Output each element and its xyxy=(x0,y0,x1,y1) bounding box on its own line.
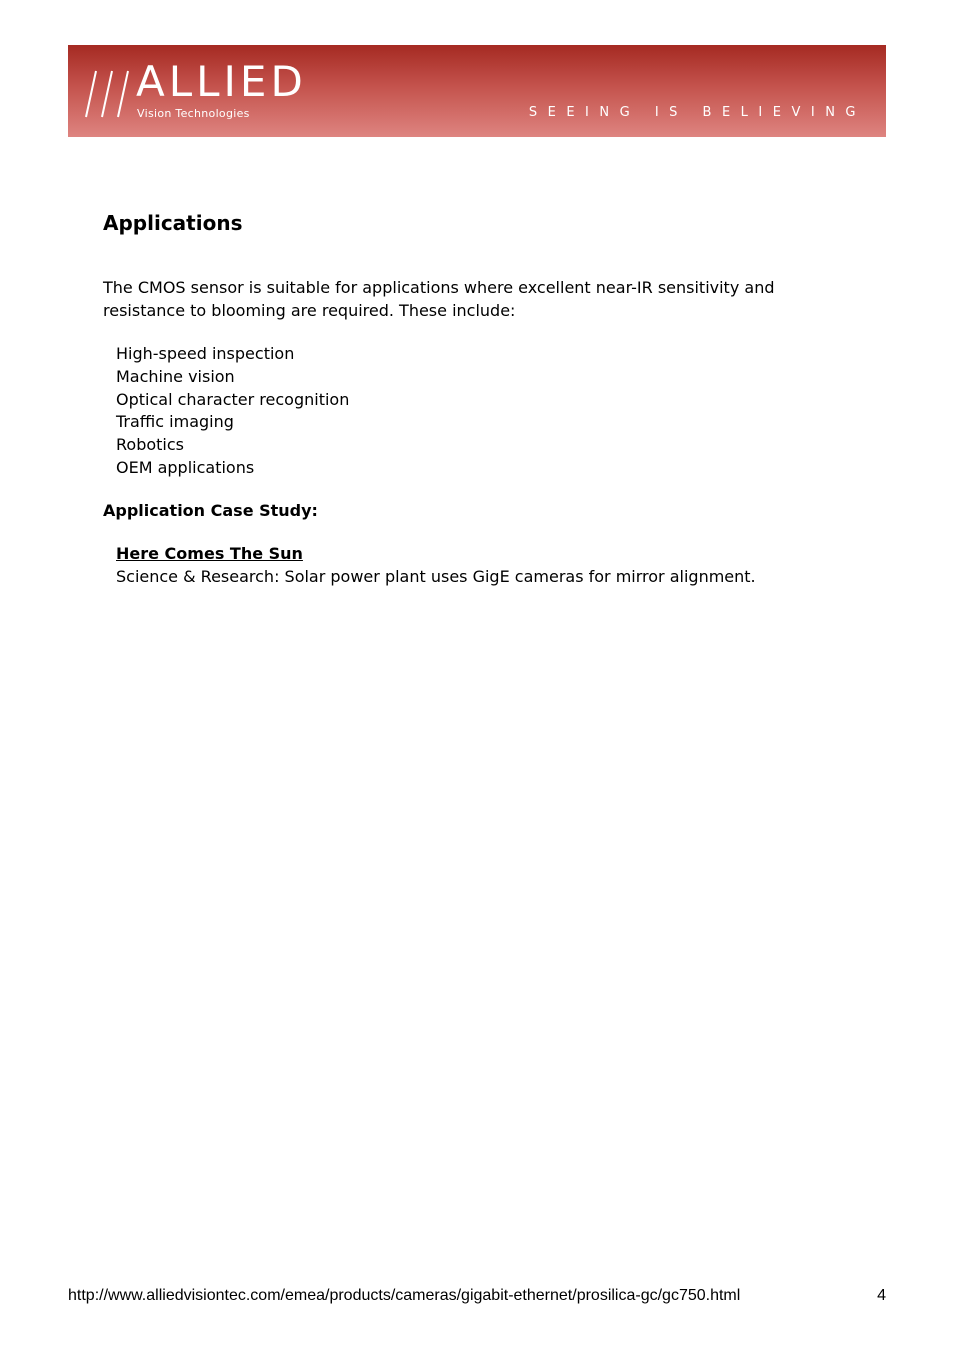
case-study-link[interactable]: Here Comes The Sun xyxy=(116,544,303,563)
tagline: SEEING IS BELIEVING xyxy=(528,105,866,120)
case-study-block xyxy=(116,543,756,589)
page-number: 4 xyxy=(877,1287,886,1304)
brand-name: ALLIED xyxy=(136,57,307,106)
list-item: Traffic imaging xyxy=(116,412,234,432)
case-study-description: Science & Research: Solar power plant uses GigE cameras for mirror alignment. xyxy=(116,566,756,586)
list-item: Optical character recognition xyxy=(116,389,350,409)
applications-list xyxy=(116,343,349,480)
list-item: OEM applications xyxy=(116,457,255,477)
triple-slash-logo-icon xyxy=(80,65,136,121)
header-banner xyxy=(68,45,886,137)
brand-subtitle: Vision Technologies xyxy=(137,107,250,120)
list-item: Machine vision xyxy=(116,366,235,386)
list-item: Robotics xyxy=(116,435,184,455)
case-study-heading: Application Case Study: xyxy=(103,501,318,520)
list-item: High-speed inspection xyxy=(116,344,295,363)
page-title: Applications xyxy=(103,211,243,235)
intro-paragraph: The CMOS sensor is suitable for applications where excellent near-IR sensitivity and resistance to blooming are required. These include: xyxy=(103,278,775,320)
footer-url: http://www.alliedvisiontec.com/emea/products/cameras/gigabit-ethernet/prosilica-gc/gc750.html xyxy=(68,1287,741,1304)
